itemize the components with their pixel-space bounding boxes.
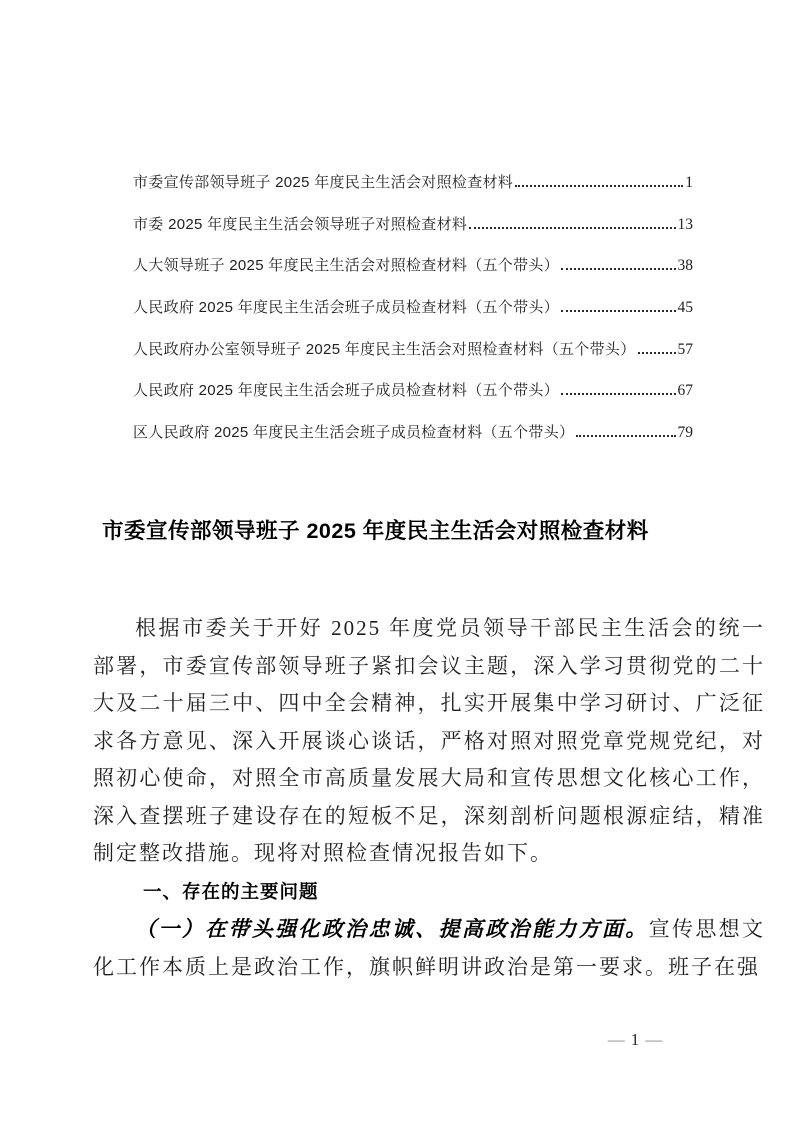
paragraph-lead-in: （一）在带头强化政治忠诚、提高政治能力方面。 — [135, 917, 649, 941]
toc-page-number: 45 — [677, 299, 693, 317]
paragraph-text: 宣传思想文化工作本质上是政治工作，旗帜鲜明讲政治是第一要求。班子在强 — [93, 917, 766, 979]
toc-page-number: 67 — [677, 382, 693, 400]
table-of-contents — [133, 171, 693, 463]
toc-entry[interactable] — [133, 213, 693, 255]
footer-page-number: 1 — [630, 1030, 640, 1049]
toc-dotted-leader — [561, 310, 675, 312]
toc-entry[interactable] — [133, 379, 693, 421]
toc-entry-title: 人民政府 2025 年度民主生活会班子成员检查材料（五个带头） — [133, 299, 560, 317]
toc-page-number: 13 — [677, 215, 693, 233]
document-title: 市委宣传部领导班子 2025 年度民主生活会对照检查材料 — [102, 519, 649, 543]
toc-entry-title: 人民政府办公室领导班子 2025 年度民主生活会对照检查材料（五个带头） — [133, 340, 636, 358]
page-footer — [591, 1030, 679, 1050]
footer-dash-left: — — [607, 1030, 625, 1049]
toc-entry-title: 人大领导班子 2025 年度民主生活会对照检查材料（五个带头） — [133, 257, 560, 275]
footer-dash-right: — — [645, 1030, 663, 1049]
toc-dotted-leader — [576, 435, 675, 437]
toc-entry-title: 市委宣传部领导班子 2025 年度民主生活会对照检查材料 — [133, 174, 514, 191]
body-paragraph — [93, 911, 765, 986]
toc-page-number: 1 — [685, 174, 693, 191]
toc-entry-title: 市委 2025 年度民主生活会领导班子对照检查材料 — [133, 215, 468, 233]
toc-dotted-leader — [638, 352, 676, 354]
toc-entry[interactable] — [133, 421, 693, 463]
toc-page-number: 57 — [677, 340, 693, 358]
toc-entry-title: 人民政府 2025 年度民主生活会班子成员检查材料（五个带头） — [133, 382, 560, 400]
toc-dotted-leader — [561, 268, 675, 270]
toc-entry[interactable] — [133, 296, 693, 338]
section-heading: 一、存在的主要问题 — [143, 881, 319, 902]
toc-entry[interactable] — [133, 338, 693, 380]
toc-dotted-leader — [469, 227, 675, 229]
toc-entry[interactable] — [133, 171, 693, 213]
toc-page-number: 79 — [677, 424, 693, 442]
opening-paragraph: 根据市委关于开好 2025 年度党员领导干部民主生活会的统一部署，市委宣传部领导班子紧扣会议主题，深入学习贯彻党的二十大及二十届三中、四中全会精神，扎实开展集中学习研讨、广泛征求各方意见、深入开展谈心谈话，严格对照对照党章党规党纪，对照初心使命，对照全市高质量发展大局和宣传思想文化核心工作，深入查摆班子建设存在的短板不足，深刻剖析问题根源症结，精准制定整改措施。现将对照检查情况报告如下。 — [93, 616, 765, 865]
toc-entry-title: 区人民政府 2025 年度民主生活会班子成员检查材料（五个带头） — [133, 424, 575, 442]
toc-page-number: 38 — [677, 257, 693, 275]
toc-dotted-leader — [561, 393, 675, 395]
toc-dotted-leader — [515, 185, 683, 187]
toc-entry[interactable] — [133, 254, 693, 296]
